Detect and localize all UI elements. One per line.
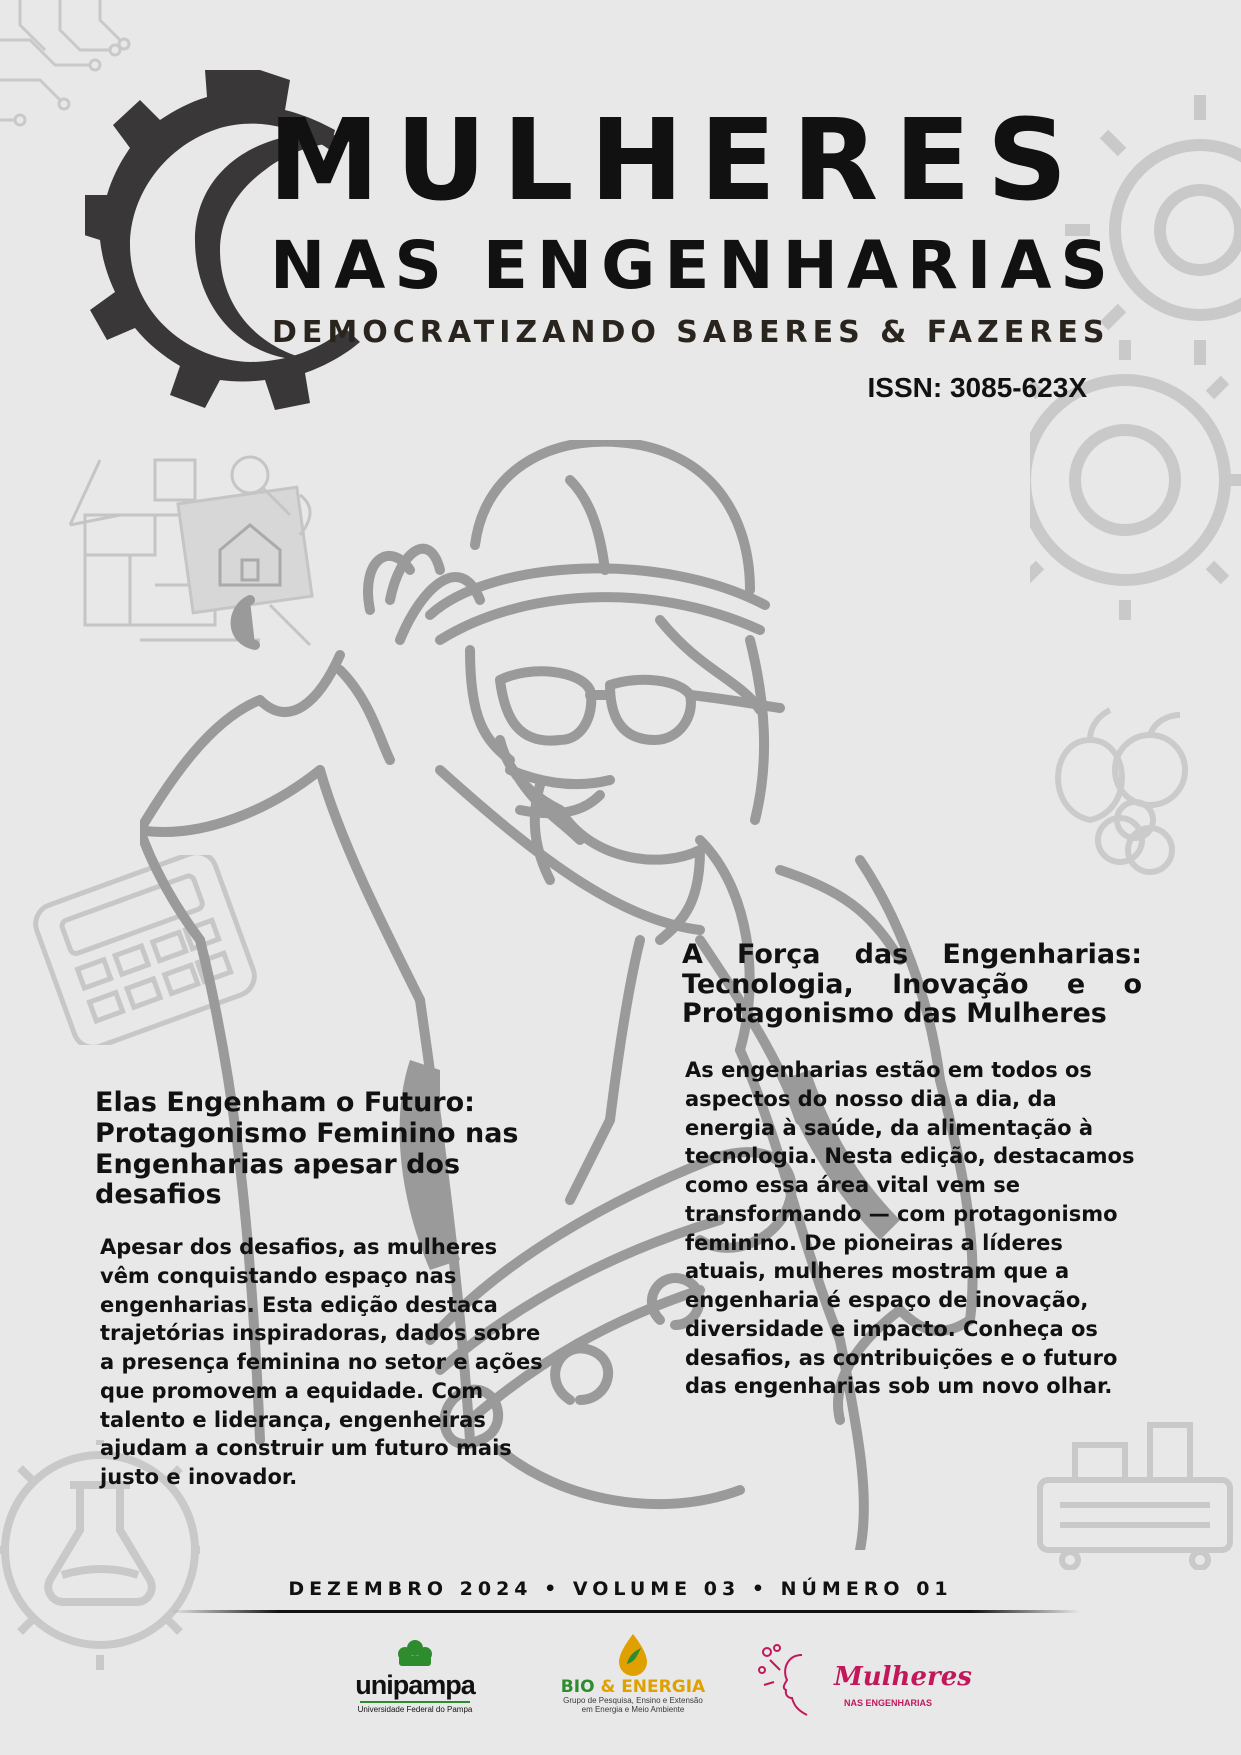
bioenergia-logo-name: [553, 1677, 713, 1697]
masthead-title: MULHERES: [268, 96, 1084, 226]
unipampa-emblem-icon: [395, 1638, 435, 1668]
mulheres-logo-script: Mulheres: [834, 1662, 972, 1692]
bioenergia-logo: [553, 1632, 713, 1722]
woman-profile-icon: [752, 1640, 832, 1720]
issn-label: ISSN: 3085-623X: [867, 372, 1087, 403]
left-article: [95, 1088, 555, 1492]
right-article: [682, 940, 1142, 1401]
masthead-tagline: DEMOCRATIZANDO SABERES & FAZERES: [272, 315, 1110, 350]
issue-info: DEZEMBRO 2024 • VOLUME 03 • NÚMERO 01: [288, 1578, 953, 1600]
left-article-title: Elas Engenham o Futuro: Protagonismo Feminino nas Engenharias apesar dos desafios: [95, 1087, 519, 1211]
right-article-body: As engenharias estão em todos os aspectos do nosso dia a dia, da energia à saúde, da alimentação à tecnologia. Nesta edição, destacamos como essa área vital vem se transformando — com protagonismo feminino. De pioneiras a líderes atuais, mulheres mostram que a engenharia é espaço de inovação, diversidade e impacto. Conheça os desafios, as contribuições e o futuro das engenharias sob um novo olhar.: [685, 1058, 1135, 1399]
right-article-title: A Força das Engenharias: Tecnologia, Inovação e o Protagonismo das Mulheres: [682, 939, 1142, 1030]
mulheres-engenharias-logo: [752, 1640, 972, 1720]
bioenergia-subtitle-line2: em Energia e Meio Ambiente: [581, 1704, 685, 1714]
bioenergia-name-part1: BIO: [560, 1677, 595, 1697]
bioenergia-subtitle-line1: Grupo de Pesquisa, Ensino e Extensão: [563, 1696, 703, 1705]
unipampa-logo: [340, 1638, 490, 1718]
footer-divider: [170, 1610, 1080, 1613]
unipampa-logo-name: unipampa: [355, 1670, 475, 1700]
masthead-subtitle: NAS ENGENHARIAS: [270, 227, 1117, 304]
drop-leaf-icon: [613, 1632, 653, 1677]
mulheres-logo-subtitle: NAS ENGENHARIAS: [844, 1698, 933, 1708]
left-article-body: Apesar dos desafios, as mulheres vêm conquistando espaço nas engenharias. Esta edição destaca trajetórias inspiradoras, dados sobre a presença feminina no setor e ações que promovem a equidade. Com talento e liderança, engenheiras ajudam a construir um futuro mais justo e inovador.: [100, 1235, 543, 1490]
bioenergia-name-part2: & ENERGIA: [600, 1677, 706, 1697]
unipampa-logo-subtitle: Universidade Federal do Pampa: [357, 1705, 473, 1714]
unipampa-logo-rule: [360, 1701, 470, 1703]
